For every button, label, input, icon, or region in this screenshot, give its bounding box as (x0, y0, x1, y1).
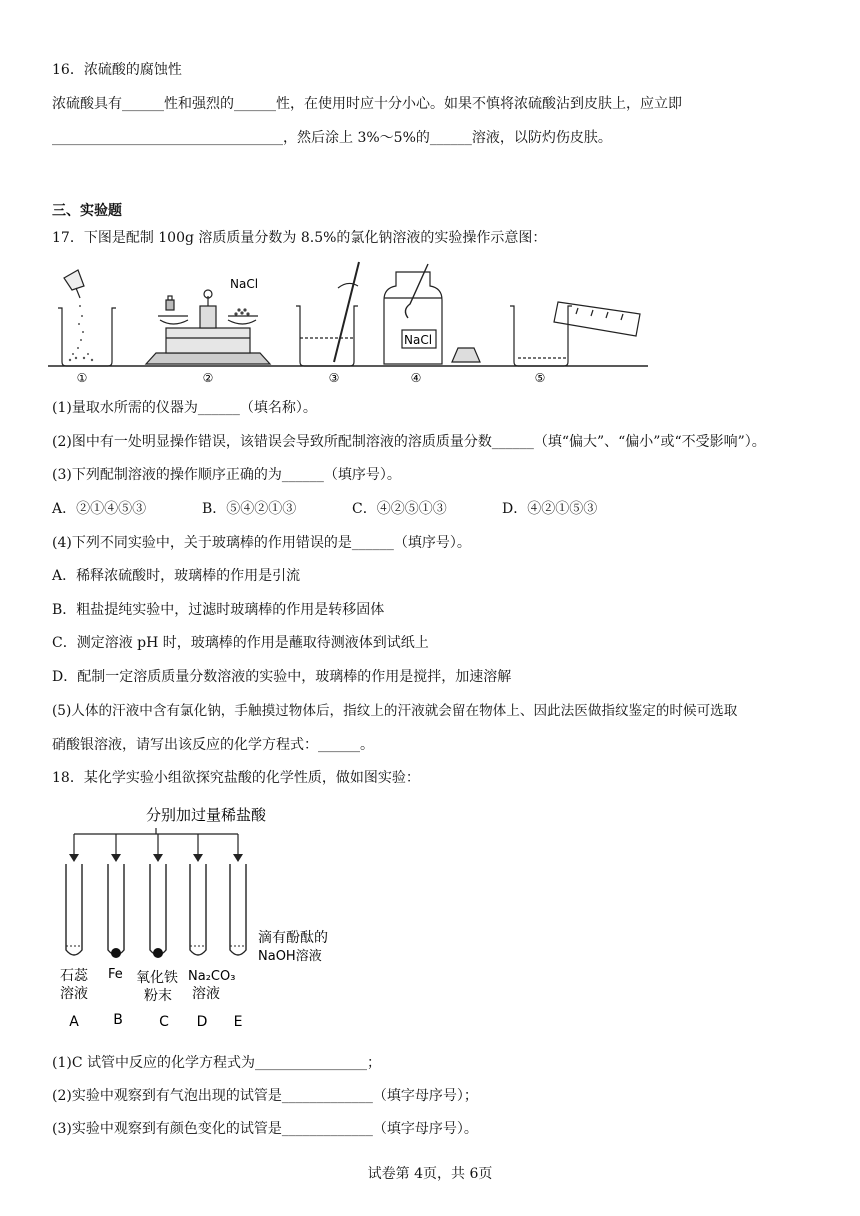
tube-c-label-2: 粉末 (144, 988, 172, 1004)
q18-sub3: (3)实验中观察到有颜色变化的试管是_____________（填字母序号）。 (52, 1121, 478, 1137)
tube-e-label-2: NaOH溶液 (258, 949, 322, 964)
q18-stem: 18．某化学实验小组欲探究盐酸的化学性质，做如图实验： (52, 770, 420, 786)
nacl-label-balance: NaCl (230, 277, 259, 291)
tube-letter-b: B (113, 1012, 123, 1028)
q17-sub1: (1)量取水所需的仪器为______（填名称）。 (52, 400, 317, 416)
q17-stem: 17．下图是配制 100g 溶质质量分数为 8.5%的氯化钠溶液的实验操作示意图： (52, 230, 547, 246)
q16-line2: _________________________________，然后涂上 3%～5%的______溶液，以防灼伤皮肤。 (52, 130, 612, 146)
tube-d-label-1: Na₂CO₃ (188, 969, 236, 984)
tube-letter-c: C (159, 1014, 169, 1030)
fig-label-4: ④ (410, 371, 422, 385)
tube-a-label-2: 溶液 (60, 986, 88, 1002)
q18-sub1: (1)C 试管中反应的化学方程式为________________； (52, 1055, 381, 1071)
q17-sub4: (4)下列不同实验中，关于玻璃棒的作用错误的是______（填序号）。 (52, 535, 471, 551)
fig-beaker-1 (58, 270, 116, 366)
fig-label-2: ② (202, 371, 214, 385)
q17-sub3-options (52, 499, 652, 519)
tube-b-label: Fe (108, 967, 123, 982)
q16-title: 16．浓硫酸的腐蚀性 (52, 62, 182, 78)
q17-sub4-c: C．测定溶液 pH 时，玻璃棒的作用是蘸取待测液体到试纸上 (52, 635, 429, 651)
fe2o3-powder (153, 948, 163, 958)
tube-letter-a: A (69, 1014, 79, 1030)
q17-sub5-line1: (5)人体的汗液中含有氯化钠，手触摸过物体后，指纹上的汗液就会留在物体上、因此法医做指纹鉴定的时候可选取 (52, 703, 738, 719)
fig-beaker-3 (296, 262, 359, 366)
q17-sub3: (3)下列配制溶液的操作顺序正确的为______（填序号）。 (52, 467, 401, 483)
fig-bottle-4 (384, 264, 480, 364)
fig-cylinder-5 (510, 302, 640, 366)
section-heading: 三、实验题 (52, 203, 122, 219)
tube-a-label-1: 石蕊 (60, 968, 88, 984)
fig-label-5: ⑤ (534, 371, 546, 385)
nacl-pile (234, 308, 249, 315)
q17-figure (48, 258, 658, 388)
option-c: C．④②⑤①③ (352, 501, 447, 517)
q16-line1: 浓硫酸具有______性和强烈的______性，在使用时应十分小心。如果不慎将浓硫酸沾到皮肤上，应立即 (52, 96, 682, 112)
tube-letter-d: D (196, 1014, 208, 1030)
q17-sub2: (2)图中有一处明显操作错误，该错误会导致所配制溶液的溶质质量分数______（填“偏大”、“偏小”或“不受影响”）。 (52, 434, 766, 450)
q17-sub4-b: B．粗盐提纯实验中，过滤时玻璃棒的作用是转移固体 (52, 602, 385, 618)
nacl-label-bottle: NaCl (404, 333, 433, 347)
q17-sub4-d: D．配制一定溶质质量分数溶液的实验中，玻璃棒的作用是搅拌，加速溶解 (52, 669, 512, 685)
q18-sub2: (2)实验中观察到有气泡出现的试管是_____________（填字母序号）； (52, 1088, 478, 1104)
test-tubes (66, 864, 246, 955)
option-a: A．②①④⑤③ (52, 501, 147, 517)
option-b: B．⑤④②①③ (202, 501, 297, 517)
tube-d-label-2: 溶液 (192, 986, 220, 1002)
fig-label-1: ① (76, 371, 88, 385)
fig-title: 分别加过量稀盐酸 (146, 806, 267, 824)
q17-sub4-a: A．稀释浓硫酸时，玻璃棒的作用是引流 (52, 568, 301, 584)
tube-e-label-1: 滴有酚酞的 (258, 930, 328, 946)
option-d: D．④②①⑤③ (502, 501, 598, 517)
fe-solid (111, 948, 121, 958)
tube-letter-e: E (233, 1014, 243, 1030)
fig-balance-2 (146, 290, 270, 364)
q17-sub5-line2: 硝酸银溶液，请写出该反应的化学方程式：______。 (52, 737, 374, 753)
tube-c-label-1: 氧化铁 (136, 970, 178, 986)
page-footer: 试卷第 4页，共 6页 (367, 1166, 493, 1182)
q18-figure (56, 800, 366, 1035)
fig-label-3: ③ (328, 371, 340, 385)
